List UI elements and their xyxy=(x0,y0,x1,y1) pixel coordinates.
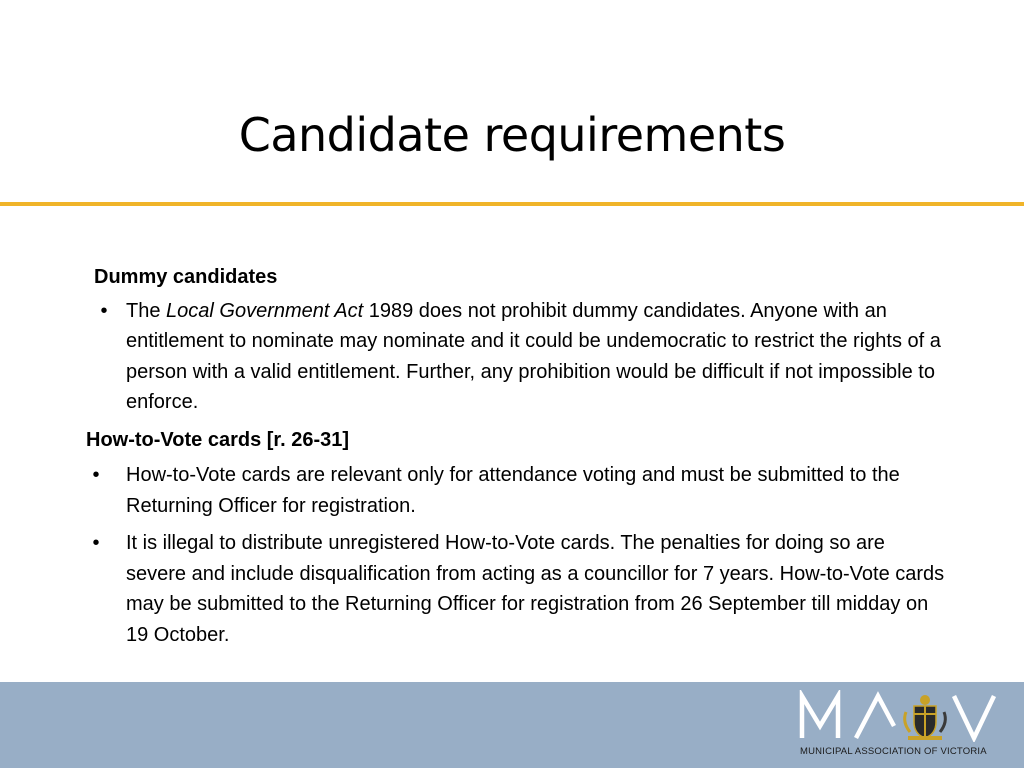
footer-band xyxy=(0,682,1024,768)
coat-of-arms-icon xyxy=(905,695,946,740)
title-divider xyxy=(0,202,1024,206)
slide-body xyxy=(86,262,946,657)
logo-caption: MUNICIPAL ASSOCIATION OF VICTORIA xyxy=(800,746,987,757)
act-name: Local Government Act xyxy=(166,299,364,322)
mav-logo-letters xyxy=(798,690,1010,742)
how-to-vote-heading: How-to-Vote cards [r. 26-31] xyxy=(86,428,350,451)
how-to-vote-bullet-text: It is illegal to distribute unregistered How-to-Vote cards. The penalties for doing so are severe and include disqualification from acting as a councillor for 7 years. How-to-Vote cards may be submitted to the Returning Officer for registration from 26 September till midday on 19 October. xyxy=(126,532,945,646)
how-to-vote-bullet-text: How-to-Vote cards are relevant only for attendance voting and must be submitted to the Returning Officer for registration. xyxy=(126,464,900,517)
how-to-vote-bullet xyxy=(86,460,946,521)
dummy-bullet-suffix: 1989 does not prohibit dummy candidates. Anyone with an entitlement to nominate may nominate and it could be undemocratic to restrict the rights of a person with a valid entitlement. Further, any prohibition would be difficult if not impossible to enforce. xyxy=(126,299,941,413)
mav-logo xyxy=(798,690,1010,762)
bullet-icon: • xyxy=(92,532,100,554)
dummy-candidates-heading: Dummy candidates xyxy=(94,266,278,288)
slide-title: Candidate requirements xyxy=(238,108,786,162)
how-to-vote-bullet xyxy=(86,528,946,650)
bullet-icon: • xyxy=(92,464,100,486)
bullet-icon: • xyxy=(100,299,108,322)
dummy-candidates-bullet xyxy=(86,296,946,418)
dummy-bullet-prefix: The xyxy=(126,299,167,322)
